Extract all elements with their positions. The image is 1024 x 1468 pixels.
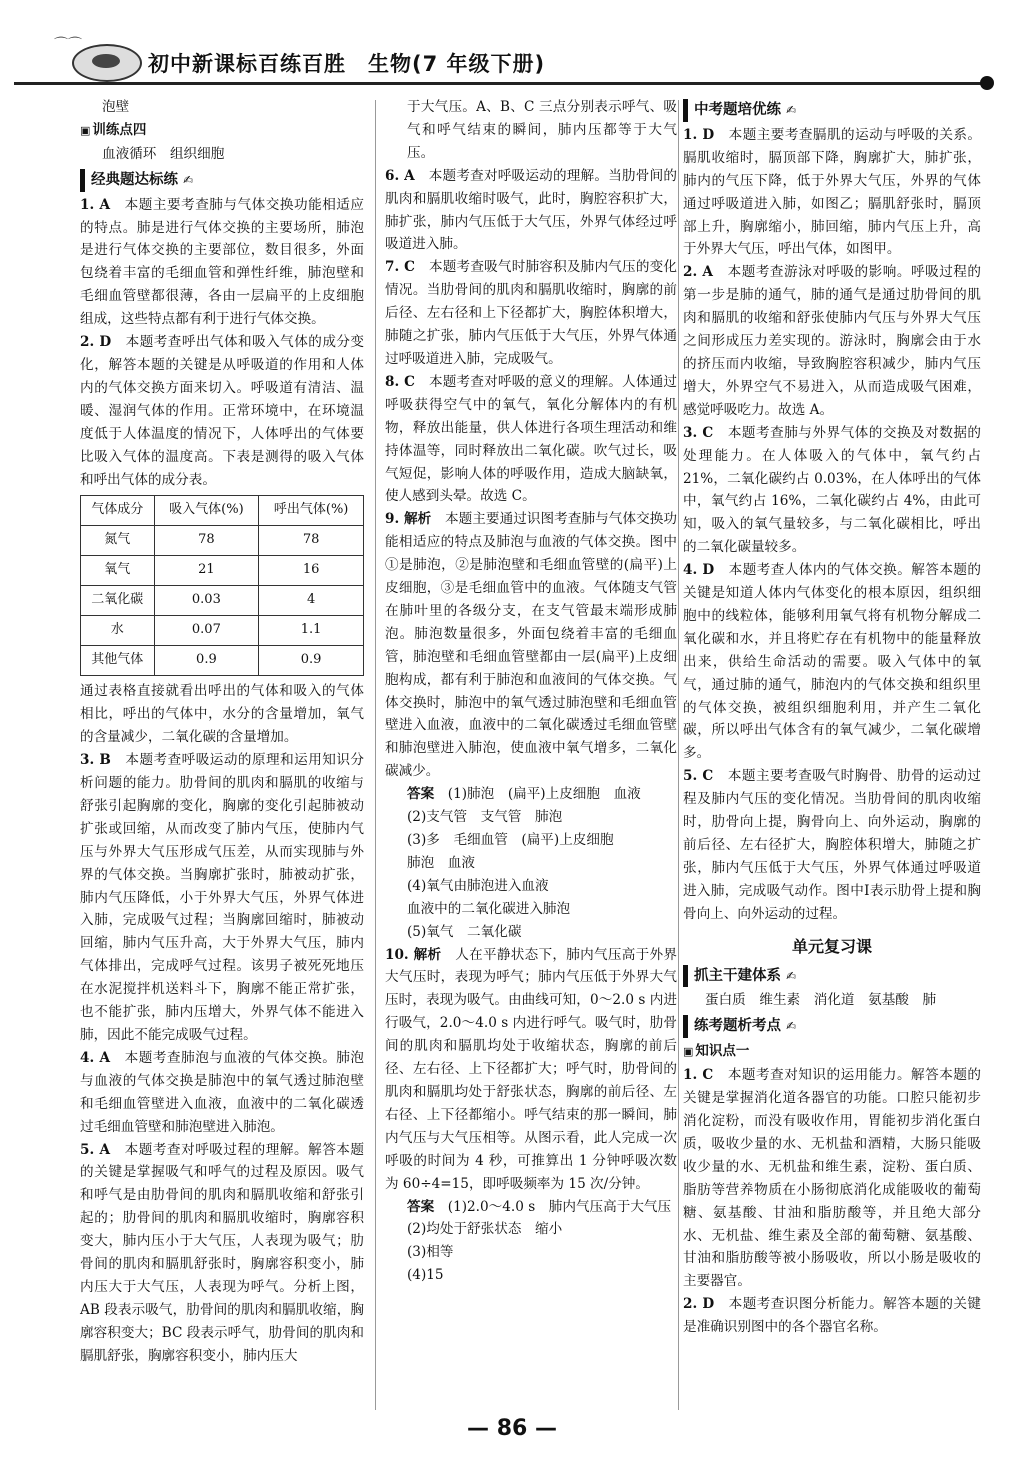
exam-question-3: 3. C 本题考查肺与外界气体的交换及对数据的处理能力。在人体吸入的气体中，氧气约占 21%，二氧化碳约占 0.03%，在人体呼出的气体中，氧气约占 16%，二氧化碳约占 4%，由此可知，吸入的氧气量较多，与二氧化碳相比，呼出的二氧化碳量较多。 <box>683 424 982 556</box>
answer-line: (3)相等 <box>407 1244 454 1261</box>
training-point-text: 血液循环 组织细胞 <box>102 145 225 162</box>
question-2-conclusion: 通过表格直接就看出呼出的气体和吸入的气体相比，呼出的气体中，水分的含量增加，氧气的含量减少，二氧化碳的含量增加。 <box>80 683 364 746</box>
knowledge-question-1: 1. C 本题考查对知识的运用能力。解答本题的关键是掌握消化道各器官的功能。口腔只能初步消化淀粉，而没有吸收作用，胃能初步消化蛋白质，吸收少量的水、无机盐和酒精，大肠只能吸收少量的水、无机盐和维生素，淀粉、蛋白质、脂肪等营养物质在小肠彻底消化成能吸收的葡萄糖、氨基酸、甘油和脂肪酸等，并且绝大部分水、无机盐、维生素及全部的葡萄糖、氨基酸、甘油和脂肪酸等被小肠吸收，所以小肠是吸收的主要器官。 <box>683 1067 982 1290</box>
table-cell: 0.07 <box>154 616 259 646</box>
section-title: 经典题达标练 ✍ <box>80 169 364 192</box>
framework-keywords: 蛋白质 维生素 消化道 氨基酸 肺 <box>705 992 937 1009</box>
table-header-row <box>81 496 364 526</box>
page-number: — 86 — <box>467 1416 557 1441</box>
column-middle <box>385 96 677 1287</box>
answer-line: (2)支气管 支气管 肺泡 <box>407 809 563 826</box>
header-dot-icon <box>980 76 994 90</box>
header-rule <box>14 82 984 85</box>
question-9: 9. 解析 本题主要通过识图考查肺与气体交换功能相适应的特点及肺泡与血液的气体交换。图中①是肺泡，②是肺泡壁和毛细血管壁的(扁平)上皮细胞，③是毛细血管中的血液。气体随支气管在肺叶里的各级分支，在支气管最末端形成肺泡。肺泡数量很多，外面包绕着丰富的毛细血管，肺泡壁和毛细血管壁都由一层(扁平)上皮细胞构成，都有利于肺泡和血液间的气体交换。气体交换时，肺泡中的氧气透过肺泡壁和毛细血管壁进入血液，血液中的二氧化碳透过毛细血管壁和肺泡壁进入肺泡，使血液中氧气增多，二氧化碳减少。 <box>385 511 677 780</box>
table-cell: 二氧化碳 <box>81 586 155 616</box>
exam-question-2: 2. A 本题考查游泳对呼吸的影响。呼吸过程的第一步是肺的通气，肺的通气是通过肋骨间的肌肉和膈肌的收缩和舒张使肺内气压与外界大气压之间形成压力差实现的。游泳时，胸廓会由于水的挤压而内收缩，导致胸腔容积减少，肺内气压增大，外界空气不易进入，从而造成吸气困难，感觉呼吸吃力。故选 A。 <box>683 264 981 418</box>
table-cell: 氮气 <box>81 526 155 556</box>
answer-line: (2)均处于舒张状态 缩小 <box>407 1221 563 1238</box>
table-header: 气体成分 <box>81 496 155 526</box>
section-title: 抓主干建体系 ✍ <box>683 965 981 988</box>
page-header <box>14 38 1014 86</box>
table-cell: 0.9 <box>154 646 259 676</box>
table-cell: 水 <box>81 616 155 646</box>
book-title: 初中新课标百练百胜 生物(7 年级下册) <box>148 52 546 76</box>
table-row <box>81 646 364 676</box>
column-divider <box>375 100 376 1410</box>
answer-line: (4)15 <box>407 1267 444 1284</box>
table-cell: 其他气体 <box>81 646 155 676</box>
question-10: 10. 解析 人在平静状态下，肺内气压高于外界大气压时，表现为呼气；肺内气压低于外界大气压时，表现为吸气。由曲线可知，0～2.0 s 内进行吸气，2.0～4.0 s 内进行呼气。吸气时，肋骨间的肌肉和膈肌均处于收缩状态，胸廓的前后径、左右径、上下径都扩大；呼气时，肋骨间的肌肉和膈肌均处于舒张状态，胸廓的前后径、左右径、上下径都缩小。呼气结束的那一瞬间，肺内气压与大气压相等。从图示看，此人完成一次呼吸的时间为 4 秒，可推算出 1 分钟呼吸次数为 60÷4=15，即呼吸频率为 15 次/分钟。 <box>385 946 678 1192</box>
gas-composition-table <box>80 495 364 676</box>
section-title: 练考题析考点 ✍ <box>683 1015 981 1038</box>
question-6: 6. A 本题考查对呼吸运动的理解。当肋骨间的肌肉和膈肌收缩时吸气，此时，胸腔容积扩大，肺扩张，肺内气压低于大气压，外界气体经过呼吸道进入肺。 <box>385 167 678 253</box>
unit-review-title: 单元复习课 <box>791 936 872 956</box>
table-row <box>81 616 364 646</box>
table-cell: 78 <box>154 526 259 556</box>
question-5: 5. A 本题考查对呼吸过程的理解。解答本题的关键是掌握吸气和呼气的过程及原因。吸气和呼气是由肋骨间的肌肉和膈肌收缩和舒张引起的；肋骨间的肌肉和膈肌收缩时，胸廓容积变大，肺内压小于大气压，人表现为吸气；肋骨间的肌肉和膈肌舒张时，胸廓容积变小，肺内压大于大气压，人表现为呼气。分析上图，AB 段表示吸气，肋骨间的肌肉和膈肌收缩，胸廓容积变大；BC 段表示呼气，肋骨间的肌肉和膈肌舒张，胸廓容积变小，肺内压大 <box>80 1141 365 1364</box>
table-row <box>81 586 364 616</box>
question-5-continued: 于大气压。A、B、C 三点分别表示呼气、吸气和呼气结束的瞬间，肺内压都等于大气压。 <box>407 99 677 161</box>
exam-question-1: 1. D 本题主要考查膈肌的运动与呼吸的关系。膈肌收缩时，膈顶部下降，胸廓扩大，肺扩张，肺内的气压下降，低于外界大气压，外界的气体通过呼吸道进入肺，如图乙；膈肌舒张时，膈顶部上升，胸廓缩小，肺回缩，肺内气压上升，高于外界大气压，呼出气体，如图甲。 <box>683 126 982 258</box>
table-row <box>81 526 364 556</box>
answer-line: (4)氧气由肺泡进入血液 <box>407 877 549 894</box>
column-right <box>683 96 981 1339</box>
column-left <box>80 96 364 1368</box>
table-cell: 16 <box>259 556 364 586</box>
exam-question-5: 5. C 本题主要考查吸气时胸骨、肋骨的运动过程及肺内气压的变化情况。当肋骨间的肌肉收缩时，肋骨向上提，胸骨向上、向外运动，胸廓的前后径、左右径扩大，胸腔体积增大，肺随之扩张，肺内气压低于大气压，外界气体通过呼吸道进入肺，完成吸气动作。图中Ⅰ表示肋骨上提和胸骨向上、向外运动的过程。 <box>683 768 982 922</box>
question-8: 8. C 本题考查对呼吸的意义的理解。人体通过呼吸获得空气中的氧气，氧化分解体内的有机物，释放出能量，供人体进行各项生理活动和维持体温等，同时释放出二氧化碳。吹气过长，吸气短促，影响人体的呼吸作用，造成大脑缺氧，使人感到头晕。故选 C。 <box>385 373 678 505</box>
exam-question-4: 4. D 本题考查人体内的气体交换。解答本题的关键是知道人体内气体变化的根本原因，组织细胞中的线粒体，能够利用氧气将有机物分解成二氧化碳和水，并且将贮存在有机物中的能量释放出来，供给生命活动的需要。吸入气体中的氧气，通过肺的通气，肺泡内的气体交换和组织里的气体交换，被组织细胞利用，并产生二氧化碳，所以呼出气体含有的氧气减少，二氧化碳增多。 <box>683 562 982 762</box>
text-line: 泡壁 <box>102 99 130 115</box>
bird-icon: ⌒⌒ <box>54 37 82 53</box>
table-cell: 78 <box>259 526 364 556</box>
training-point-title: ▣ 训练点四 <box>80 119 364 143</box>
answer-line: (5)氧气 二氧化碳 <box>407 923 522 940</box>
question-10-answer: 答案 (1)2.0～4.0 s 肺内气压高于大气压 <box>407 1198 672 1215</box>
table-cell: 氧气 <box>81 556 155 586</box>
table-cell: 0.9 <box>259 646 364 676</box>
question-2: 2. D 本题考查呼出气体和吸入气体的成分变化，解答本题的关键是从呼吸道的作用和人体内的气体交换方面来切入。呼吸道有清洁、温暖、湿润气体的作用。正常环境中，在环境温度低于人体温度的情况下，人体呼出的气体要比吸入气体的温度高。下表是测得的吸入气体和呼出气体的成分表。 <box>80 334 365 488</box>
table-cell: 21 <box>154 556 259 586</box>
question-9-answer: 答案 (1)肺泡 (扁平)上皮细胞 血液 <box>407 786 641 803</box>
knowledge-question-2: 2. D 本题考查识图分析能力。解答本题的关键是准确识别图中的各个器官名称。 <box>683 1296 982 1336</box>
answer-line: (3)多 毛细血管 (扁平)上皮细胞 <box>407 832 614 848</box>
question-3: 3. B 本题考查呼吸运动的原理和运用知识分析问题的能力。肋骨间的肌肉和膈肌的收缩与舒张引起胸廓的变化，胸廓的变化引起肺被动扩张或回缩，从而改变了肺内气压，使肺内气压与外界大气压形成气压差，从而实现肺与外界的气体交换。当胸廓扩张时，肺被动扩张，肺内气压降低，小于外界大气压，外界气体进入肺，完成吸气过程；当胸廓回缩时，肺被动回缩，肺内气压升高，大于外界大气压，肺内气体排出，完成呼气过程。该男子被死死地压在水泥搅拌机送料斗下，胸廓不能正常扩张，也不能扩张，肺内压增大，外界气体不能进入肺，因此不能完成吸气过程。 <box>80 752 365 1043</box>
table-cell: 4 <box>259 586 364 616</box>
answer-line: 血液中的二氧化碳进入肺泡 <box>407 900 571 917</box>
knowledge-point-title: ▣ 知识点一 <box>683 1040 981 1064</box>
table-header: 吸入气体(%) <box>154 496 259 526</box>
question-1: 1. A 本题主要考查肺与气体交换功能相适应的特点。肺是进行气体交换的主要场所，肺泡是进行气体交换的主要部位，数目很多，外面包绕着丰富的毛细血管和弹性纤维，肺泡壁和毛细血管壁都很薄，各由一层扁平的上皮细胞组成，这些特点都有利于进行气体交换。 <box>80 196 365 328</box>
table-cell: 1.1 <box>259 616 364 646</box>
question-7: 7. C 本题考查吸气时肺容积及肺内气压的变化情况。当肋骨间的肌肉和膈肌收缩时，胸廓的前后径、左右径和上下径都扩大，胸腔体积增大，肺随之扩张，肺内气压低于大气压，外界气体通过呼吸道进入肺，完成吸气。 <box>385 259 678 367</box>
column-divider <box>678 100 679 1410</box>
answer-line: 肺泡 血液 <box>407 854 475 871</box>
table-header: 呼出气体(%) <box>259 496 364 526</box>
table-row <box>81 556 364 586</box>
section-title: 中考题培优练 ✍ <box>683 99 981 122</box>
table-cell: 0.03 <box>154 586 259 616</box>
publisher-logo <box>72 44 142 82</box>
question-4: 4. A 本题考查肺泡与血液的气体交换。肺泡与血液的气体交换是肺泡中的氧气透过肺泡壁和毛细血管壁进入血液，血液中的二氧化碳透过毛细血管壁和肺泡壁进入肺泡。 <box>80 1049 365 1135</box>
